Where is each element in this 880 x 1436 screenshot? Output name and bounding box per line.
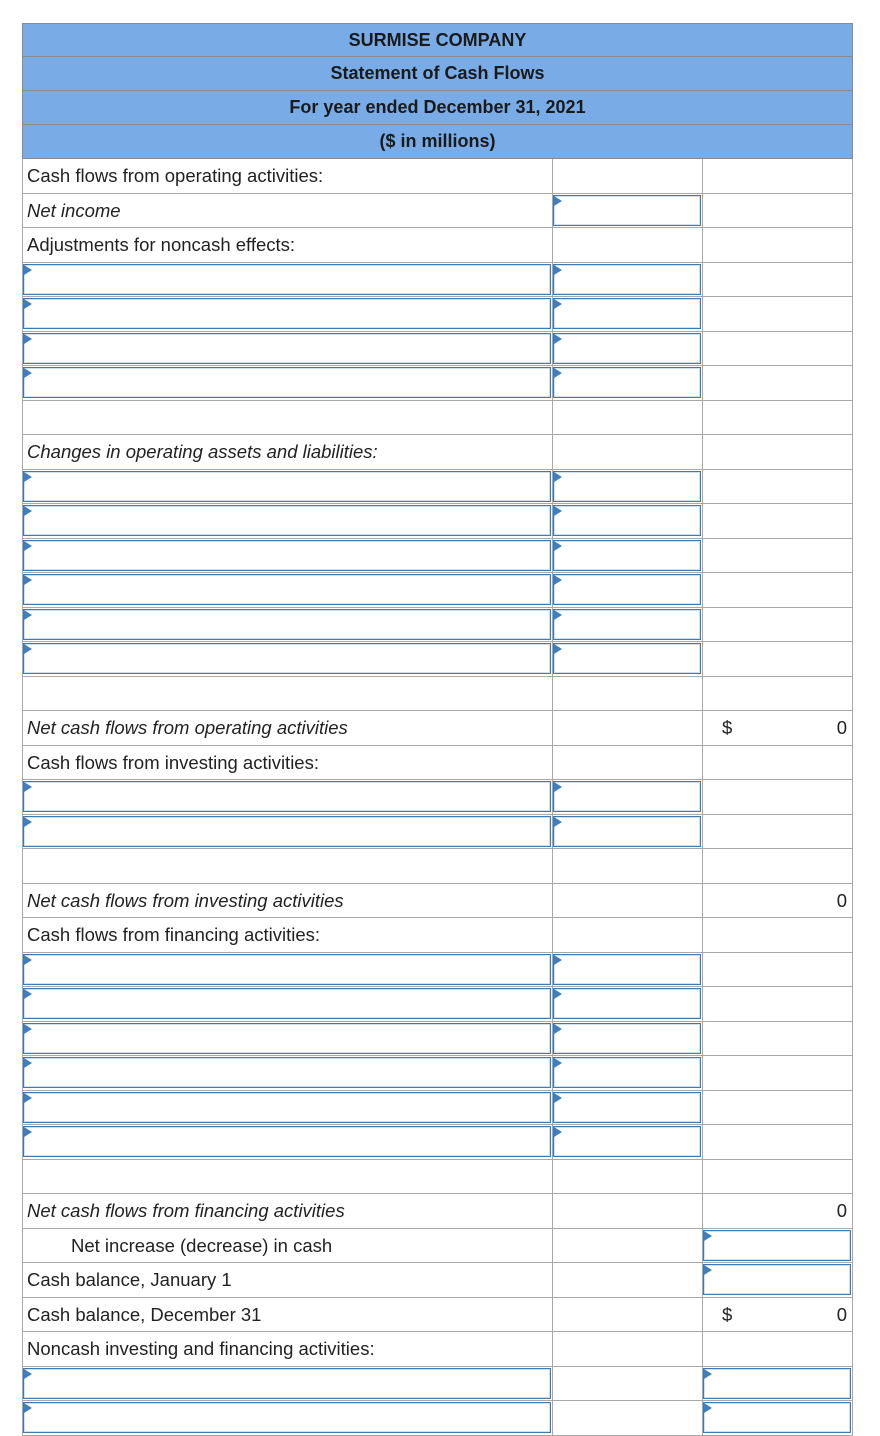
amount-input[interactable] (553, 540, 701, 571)
column-divider (552, 435, 553, 469)
column-divider (702, 918, 703, 952)
column-divider (702, 539, 703, 573)
dropdown-marker-icon (24, 782, 32, 792)
statement-row (22, 159, 853, 194)
statement-row (22, 918, 853, 953)
column-divider (852, 1194, 853, 1228)
column-divider (852, 470, 853, 504)
dropdown-marker-icon (704, 1265, 712, 1275)
column-divider (702, 1022, 703, 1056)
amount-input[interactable] (23, 1126, 551, 1157)
row-label: Cash balance, December 31 (27, 1303, 262, 1325)
statement-row (22, 297, 853, 332)
row-label: Net cash flows from operating activities (27, 717, 348, 738)
company-name: SURMISE COMPANY (22, 23, 853, 57)
amount-input[interactable] (553, 816, 701, 847)
column-divider (22, 746, 23, 780)
column-divider (852, 1229, 853, 1263)
dropdown-marker-icon (554, 265, 562, 275)
statement-period: For year ended December 31, 2021 (22, 91, 853, 125)
amount-input[interactable] (703, 1402, 851, 1433)
dropdown-marker-icon (554, 472, 562, 482)
column-divider (852, 228, 853, 262)
statement-row (22, 642, 853, 677)
column-divider (22, 228, 23, 262)
dropdown-marker-icon (554, 196, 562, 206)
dropdown-marker-icon (554, 368, 562, 378)
amount-input[interactable] (553, 574, 701, 605)
statement-row (22, 228, 853, 263)
column-divider (852, 1298, 853, 1332)
amount-input[interactable] (553, 333, 701, 364)
statement-row (22, 366, 853, 401)
column-divider (852, 159, 853, 193)
dropdown-marker-icon (554, 1127, 562, 1137)
column-divider (22, 1229, 23, 1263)
row-label: Cash balance, January 1 (27, 1269, 232, 1290)
statement-rows (22, 159, 853, 1436)
column-divider (22, 1332, 23, 1366)
dropdown-marker-icon (554, 299, 562, 309)
column-divider (852, 435, 853, 469)
statement-row (22, 573, 853, 608)
dropdown-marker-icon (24, 1093, 32, 1103)
column-divider (852, 1332, 853, 1366)
total-value: 0 (836, 1303, 847, 1325)
column-divider (22, 711, 23, 745)
column-divider (852, 1056, 853, 1090)
statement-row (22, 1194, 853, 1229)
statement-row (22, 470, 853, 505)
amount-input[interactable] (23, 333, 551, 364)
amount-input[interactable] (23, 1057, 551, 1088)
statement-row (22, 435, 853, 470)
statement-title: Statement of Cash Flows (22, 57, 853, 91)
column-divider (22, 435, 23, 469)
currency-symbol: $ (722, 1303, 733, 1325)
statement-row (22, 263, 853, 298)
amount-input[interactable] (23, 1023, 551, 1054)
dropdown-marker-icon (24, 575, 32, 585)
amount-input[interactable] (553, 298, 701, 329)
dropdown-marker-icon (554, 1058, 562, 1068)
statement-row (22, 780, 853, 815)
dropdown-marker-icon (24, 265, 32, 275)
cash-flow-statement (22, 23, 853, 1436)
column-divider (852, 1367, 853, 1401)
column-divider (852, 780, 853, 814)
column-divider (22, 1160, 23, 1194)
column-divider (702, 504, 703, 538)
row-label: Changes in operating assets and liabilities: (27, 441, 378, 462)
amount-input[interactable] (553, 264, 701, 295)
statement-row (22, 608, 853, 643)
dropdown-marker-icon (24, 610, 32, 620)
column-divider (702, 987, 703, 1021)
amount-input[interactable] (553, 505, 701, 536)
total-value: 0 (836, 889, 847, 911)
statement-row (22, 194, 853, 229)
amount-input[interactable] (553, 1023, 701, 1054)
dropdown-marker-icon (24, 1127, 32, 1137)
column-divider (852, 504, 853, 538)
amount-input[interactable] (23, 988, 551, 1019)
amount-input[interactable] (553, 781, 701, 812)
column-divider (552, 1298, 553, 1332)
column-divider (702, 815, 703, 849)
statement-row (22, 849, 853, 884)
column-divider (852, 1401, 853, 1435)
column-divider (702, 780, 703, 814)
statement-row (22, 1125, 853, 1160)
column-divider (552, 228, 553, 262)
column-divider (702, 1194, 703, 1228)
row-label: Cash flows from operating activities: (27, 165, 324, 186)
amount-input[interactable] (23, 816, 551, 847)
row-label: Cash flows from investing activities: (27, 751, 319, 773)
statement-row (22, 332, 853, 367)
column-divider (702, 435, 703, 469)
column-divider (702, 1125, 703, 1159)
column-divider (702, 1091, 703, 1125)
amount-input[interactable] (23, 298, 551, 329)
column-divider (852, 642, 853, 676)
statement-row (22, 401, 853, 436)
currency-symbol: $ (722, 717, 733, 738)
statement-row (22, 953, 853, 988)
dropdown-marker-icon (554, 644, 562, 654)
column-divider (852, 987, 853, 1021)
dropdown-marker-icon (554, 575, 562, 585)
total-value: 0 (836, 717, 847, 738)
dropdown-marker-icon (24, 989, 32, 999)
column-divider (22, 194, 23, 228)
dropdown-marker-icon (554, 817, 562, 827)
amount-input[interactable] (23, 1402, 551, 1433)
total-value: 0 (836, 1200, 847, 1221)
column-divider (852, 194, 853, 228)
column-divider (702, 746, 703, 780)
amount-input[interactable] (553, 609, 701, 640)
dropdown-marker-icon (554, 1093, 562, 1103)
column-divider (852, 849, 853, 883)
statement-row (22, 504, 853, 539)
column-divider (552, 1332, 553, 1366)
amount-input[interactable] (23, 471, 551, 502)
statement-row (22, 1332, 853, 1367)
column-divider (702, 573, 703, 607)
column-divider (852, 677, 853, 711)
amount-input[interactable] (23, 643, 551, 674)
amount-input[interactable] (23, 781, 551, 812)
statement-row (22, 711, 853, 746)
column-divider (552, 849, 553, 883)
column-divider (552, 1401, 553, 1435)
column-divider (702, 366, 703, 400)
column-divider (702, 332, 703, 366)
amount-input[interactable] (553, 988, 701, 1019)
amount-input[interactable] (23, 264, 551, 295)
column-divider (22, 849, 23, 883)
amount-input[interactable] (553, 1092, 701, 1123)
amount-input[interactable] (23, 954, 551, 985)
column-divider (852, 401, 853, 435)
dropdown-marker-icon (24, 334, 32, 344)
row-label: Net increase (decrease) in cash (71, 1234, 333, 1256)
amount-input[interactable] (703, 1368, 851, 1399)
row-label: Adjustments for noncash effects: (27, 234, 296, 255)
amount-input[interactable] (553, 195, 701, 226)
dropdown-marker-icon (554, 334, 562, 344)
statement-row (22, 987, 853, 1022)
dropdown-marker-icon (24, 541, 32, 551)
statement-row (22, 1229, 853, 1264)
row-label: Net cash flows from financing activities (27, 1200, 345, 1221)
statement-row (22, 1022, 853, 1057)
column-divider (852, 297, 853, 331)
column-divider (552, 918, 553, 952)
dropdown-marker-icon (704, 1231, 712, 1241)
column-divider (852, 1160, 853, 1194)
amount-input[interactable] (553, 643, 701, 674)
column-divider (852, 263, 853, 297)
dropdown-marker-icon (554, 610, 562, 620)
amount-input[interactable] (553, 1126, 701, 1157)
dropdown-marker-icon (24, 368, 32, 378)
dropdown-marker-icon (24, 1024, 32, 1034)
column-divider (702, 297, 703, 331)
column-divider (852, 815, 853, 849)
column-divider (552, 677, 553, 711)
column-divider (702, 849, 703, 883)
column-divider (852, 573, 853, 607)
column-divider (22, 159, 23, 193)
column-divider (552, 1160, 553, 1194)
column-divider (852, 1125, 853, 1159)
column-divider (22, 1298, 23, 1332)
column-divider (552, 1194, 553, 1228)
column-divider (702, 159, 703, 193)
column-divider (552, 401, 553, 435)
column-divider (702, 642, 703, 676)
amount-input[interactable] (23, 540, 551, 571)
dropdown-marker-icon (554, 989, 562, 999)
column-divider (702, 194, 703, 228)
statement-row (22, 1263, 853, 1298)
dropdown-marker-icon (554, 506, 562, 516)
amount-input[interactable] (23, 505, 551, 536)
row-label: Net income (27, 199, 121, 221)
column-divider (22, 884, 23, 918)
dropdown-marker-icon (24, 644, 32, 654)
column-divider (852, 1091, 853, 1125)
row-label: Cash flows from financing activities: (27, 924, 321, 945)
column-divider (702, 711, 703, 745)
row-label: Net cash flows from investing activities (27, 889, 344, 911)
dropdown-marker-icon (554, 1024, 562, 1034)
column-divider (702, 470, 703, 504)
column-divider (552, 1263, 553, 1297)
dropdown-marker-icon (24, 506, 32, 516)
column-divider (852, 1022, 853, 1056)
dropdown-marker-icon (24, 299, 32, 309)
column-divider (852, 711, 853, 745)
amount-input[interactable] (703, 1230, 851, 1261)
column-divider (702, 677, 703, 711)
amount-input[interactable] (553, 1057, 701, 1088)
dropdown-marker-icon (24, 472, 32, 482)
amount-input[interactable] (23, 609, 551, 640)
column-divider (702, 608, 703, 642)
statement-row (22, 1298, 853, 1333)
dropdown-marker-icon (704, 1403, 712, 1413)
column-divider (852, 918, 853, 952)
statement-row (22, 1091, 853, 1126)
statement-units: ($ in millions) (22, 125, 853, 159)
dropdown-marker-icon (24, 1058, 32, 1068)
dropdown-marker-icon (554, 955, 562, 965)
statement-row (22, 1367, 853, 1402)
column-divider (702, 884, 703, 918)
column-divider (852, 884, 853, 918)
column-divider (852, 366, 853, 400)
column-divider (852, 539, 853, 573)
column-divider (852, 608, 853, 642)
amount-input[interactable] (23, 574, 551, 605)
dropdown-marker-icon (24, 955, 32, 965)
column-divider (702, 953, 703, 987)
column-divider (22, 677, 23, 711)
column-divider (22, 1263, 23, 1297)
column-divider (702, 1160, 703, 1194)
column-divider (552, 1229, 553, 1263)
amount-input[interactable] (703, 1264, 851, 1295)
dropdown-marker-icon (554, 541, 562, 551)
column-divider (702, 1056, 703, 1090)
column-divider (852, 953, 853, 987)
dropdown-marker-icon (24, 1369, 32, 1379)
column-divider (852, 746, 853, 780)
column-divider (552, 711, 553, 745)
statement-row (22, 884, 853, 919)
column-divider (702, 228, 703, 262)
statement-row (22, 746, 853, 781)
column-divider (852, 332, 853, 366)
amount-input[interactable] (553, 471, 701, 502)
column-divider (702, 263, 703, 297)
dropdown-marker-icon (704, 1369, 712, 1379)
statement-row (22, 815, 853, 850)
column-divider (702, 1298, 703, 1332)
column-divider (22, 1194, 23, 1228)
column-divider (552, 884, 553, 918)
dropdown-marker-icon (24, 1403, 32, 1413)
amount-input[interactable] (23, 367, 551, 398)
statement-row (22, 1056, 853, 1091)
statement-row (22, 539, 853, 574)
column-divider (852, 1263, 853, 1297)
column-divider (702, 1332, 703, 1366)
amount-input[interactable] (553, 367, 701, 398)
column-divider (552, 159, 553, 193)
column-divider (552, 1367, 553, 1401)
column-divider (22, 401, 23, 435)
statement-row (22, 677, 853, 712)
dropdown-marker-icon (24, 817, 32, 827)
dropdown-marker-icon (554, 782, 562, 792)
amount-input[interactable] (23, 1368, 551, 1399)
row-label: Noncash investing and financing activities: (27, 1338, 375, 1359)
column-divider (22, 918, 23, 952)
amount-input[interactable] (553, 954, 701, 985)
column-divider (552, 746, 553, 780)
statement-row (22, 1401, 853, 1436)
statement-row (22, 1160, 853, 1195)
column-divider (702, 401, 703, 435)
amount-input[interactable] (23, 1092, 551, 1123)
